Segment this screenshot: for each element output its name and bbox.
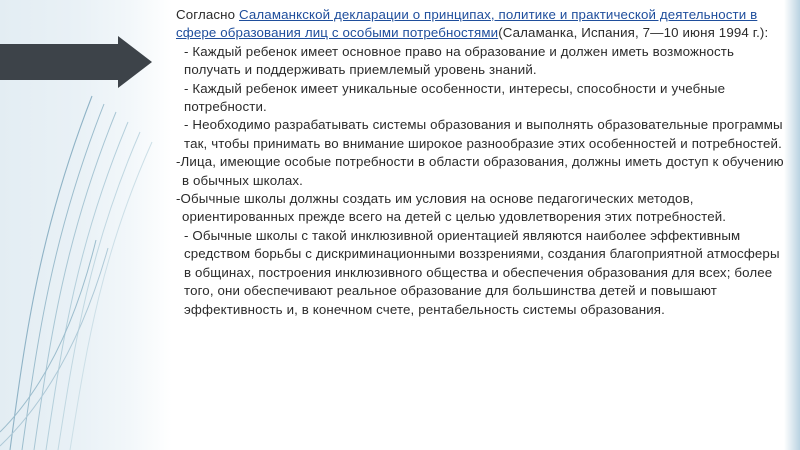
bullet-item: - Каждый ребенок имеет основное право на образование и должен иметь возможность получать и поддерживать приемлемый уровень знаний.: [184, 43, 735, 78]
bullet-item: - Каждый ребенок имеет уникальные особенности, интересы, способности и учебные потребности.: [184, 80, 726, 115]
intro-paragraph: [176, 6, 784, 43]
slide-text-content: [176, 6, 784, 444]
intro-prefix: Согласно: [176, 7, 239, 22]
bullet-item: - Обычные школы с такой инклюзивной ориентацией являются наиболее эффективным средством борьбы с дискриминационными воззрениями, создания благоприятной атмосферы в общинах, построения инклюзивного общества и обеспечения образования для всех; более того, они обеспечивают реальное образование для большинства детей и повышают эффективность и, в конечном счете, рентабельность системы образования.: [184, 227, 780, 317]
intro-suffix: (Саламанка, Испания, 7—10 июня 1994 г.):: [498, 25, 769, 41]
bullet-item: -Лица, имеющие особые потребности в области образования, должны иметь доступ к обучению в обычных школах.: [176, 154, 784, 188]
salamanca-declaration-link[interactable]: Саламанкской декларации о принципах, политике и практической деятельности в сфере образования лиц с особыми потребностями: [176, 7, 758, 41]
right-edge-gradient: [784, 0, 800, 450]
bullet-item: - Необходимо разрабатывать системы образования и выполнять образовательные программы так, чтобы принимать во внимание широкое разнообразие этих особенностей и потребностей.: [184, 117, 783, 151]
arrow-decoration: [0, 36, 152, 88]
bullet-item: -Обычные школы должны создать им условия на основе педагогических методов, ориентированных прежде всего на детей с целью удовлетворения этих потребностей.: [176, 191, 727, 225]
